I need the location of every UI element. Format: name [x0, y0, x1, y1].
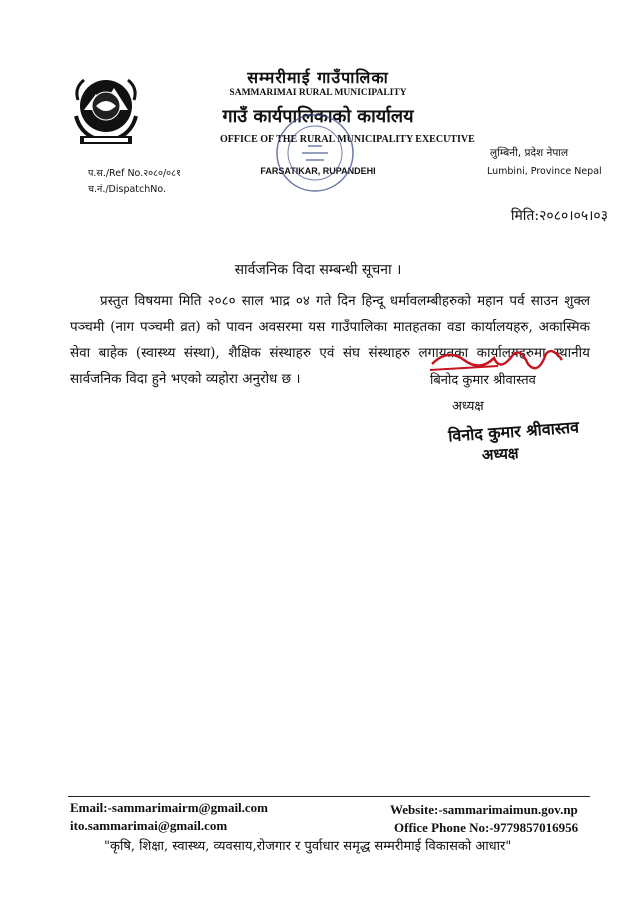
province-english: Lumbini, Province Nepal — [487, 166, 602, 177]
footer-divider — [68, 796, 590, 797]
province-nepali: लुम्बिनी, प्रदेश नेपाल — [490, 147, 569, 159]
footer-phone: Office Phone No:-9779857016956 — [394, 820, 579, 835]
footer-slogan: "कृषि, शिक्षा, स्वास्थ्य, व्यवसाय,रोजगार र पुर्वाधार समृद्ध सम्मरीमाई विकासको आधार" — [104, 839, 512, 854]
footer-email-secondary: ito.sammarimai@gmail.com — [70, 818, 228, 833]
signatory-role: अध्यक्ष — [452, 399, 484, 414]
dispatch-number: च.नं./DispatchNo. — [88, 184, 167, 195]
notice-title: सार्वजनिक विदा सम्बन्धी सूचना । — [234, 262, 402, 278]
footer-website: Website:-sammarimaimun.gov.np — [390, 802, 578, 817]
executive-office-nepali: गाउँ कार्यपालिकाको कार्यालय — [222, 106, 414, 127]
office-stamp-icon — [272, 110, 358, 196]
notice-date: मिति:२०८०।०५।०३ — [510, 208, 608, 224]
footer-email-primary: Email:-sammarimairm@gmail.com — [70, 800, 269, 815]
notice-body: प्रस्तुत विषयमा मिति २०८० साल भाद्र ०४ गते दिन हिन्दू धर्मावलम्बीहरुको महान पर्व साउन शुक्ल पञ्चमी (नाग पञ्चमी व्रत) को पावन अवसरमा यस गाउँपालिका मातहतका वडा कार्यालयहरु, अकास्मिक सेवा बाहेक (स्वास्थ्य संस्था), शैक्षिक संस्थाहरु एवं संघ संस्थाहरु लगायतका कार्यालयहरुमा स्थानीय सार्वजनिक विदा हुने भएको व्यहोरा अनुरोध छ । — [70, 293, 590, 387]
office-location: FARSATIKAR, RUPANDEHI — [260, 166, 376, 176]
office-name-nepali: सम्मरीमाई गाउँपालिका — [247, 68, 389, 87]
seal-signatory-name: विनोद कुमार श्रीवास्तव — [447, 417, 580, 446]
executive-office-english: OFFICE OF THE RURAL MUNICIPALITY EXECUTIVE — [220, 134, 475, 145]
reference-number: प.स./Ref No.२०८०/०८१ — [88, 168, 181, 179]
office-name-english: SAMMARIMAI RURAL MUNICIPALITY — [229, 88, 407, 98]
signatory-name: बिनोद कुमार श्रीवास्तव — [430, 373, 536, 388]
seal-signatory-role: अध्यक्ष — [481, 444, 520, 464]
